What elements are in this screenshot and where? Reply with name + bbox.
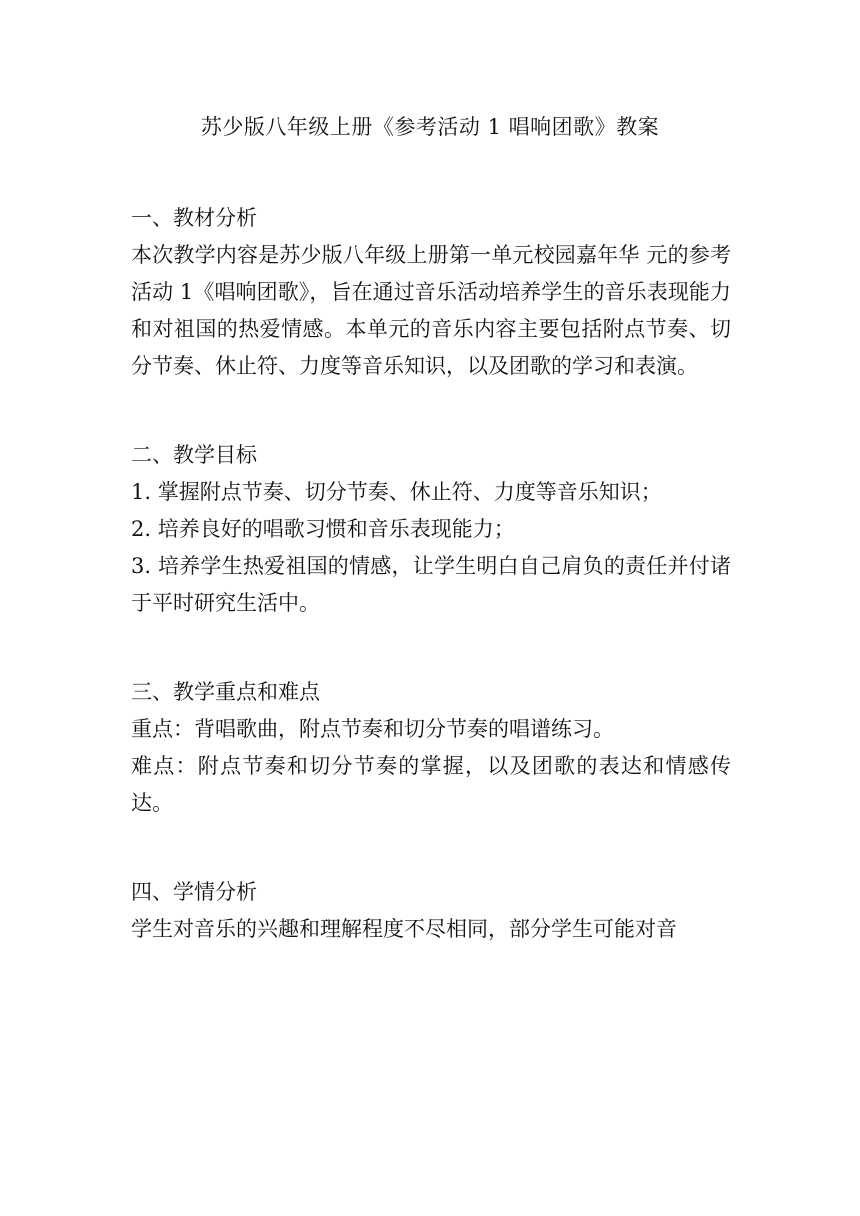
section-heading-goals: 二、教学目标 xyxy=(131,443,257,467)
goal-item-2: 2. 培养良好的唱歌习惯和音乐表现能力； xyxy=(131,517,515,541)
section-heading-students: 四、学情分析 xyxy=(131,880,257,904)
goal-item-1: 1. 掌握附点节奏、切分节奏、休止符、力度等音乐知识； xyxy=(131,480,662,504)
document-title: 苏少版八年级上册《参考活动 1 唱响团歌》教案 xyxy=(200,115,660,139)
section-spacer xyxy=(131,385,731,437)
document-body xyxy=(131,200,731,948)
students-paragraph: 学生对音乐的兴趣和理解程度不尽相同，部分学生可能对音 xyxy=(131,917,677,941)
section-heading-key-points: 三、教学重点和难点 xyxy=(131,680,320,704)
section-spacer xyxy=(131,622,731,674)
key-point-focus: 重点：背唱歌曲，附点节奏和切分节奏的唱谱练习。 xyxy=(131,717,614,741)
key-point-difficulty: 难点：附点节奏和切分节奏的掌握，以及团歌的表达和情感传达。 xyxy=(131,754,731,815)
section-heading-materials: 一、教材分析 xyxy=(131,206,257,230)
materials-paragraph: 本次教学内容是苏少版八年级上册第一单元校园嘉年华 元的参考活动 1《唱响团歌》，旨在通过音乐活动培养学生的音乐表现能力和对祖国的热爱情感。本单元的音乐内容主要包括附点节奏、切分节奏、休止符、力度等音乐知识，以及团歌的学习和表演。 xyxy=(131,243,731,378)
goal-item-3: 3. 培养学生热爱祖国的情感，让学生明白自己肩负的责任并付诸于平时研究生活中。 xyxy=(131,554,731,615)
section-spacer xyxy=(131,822,731,874)
